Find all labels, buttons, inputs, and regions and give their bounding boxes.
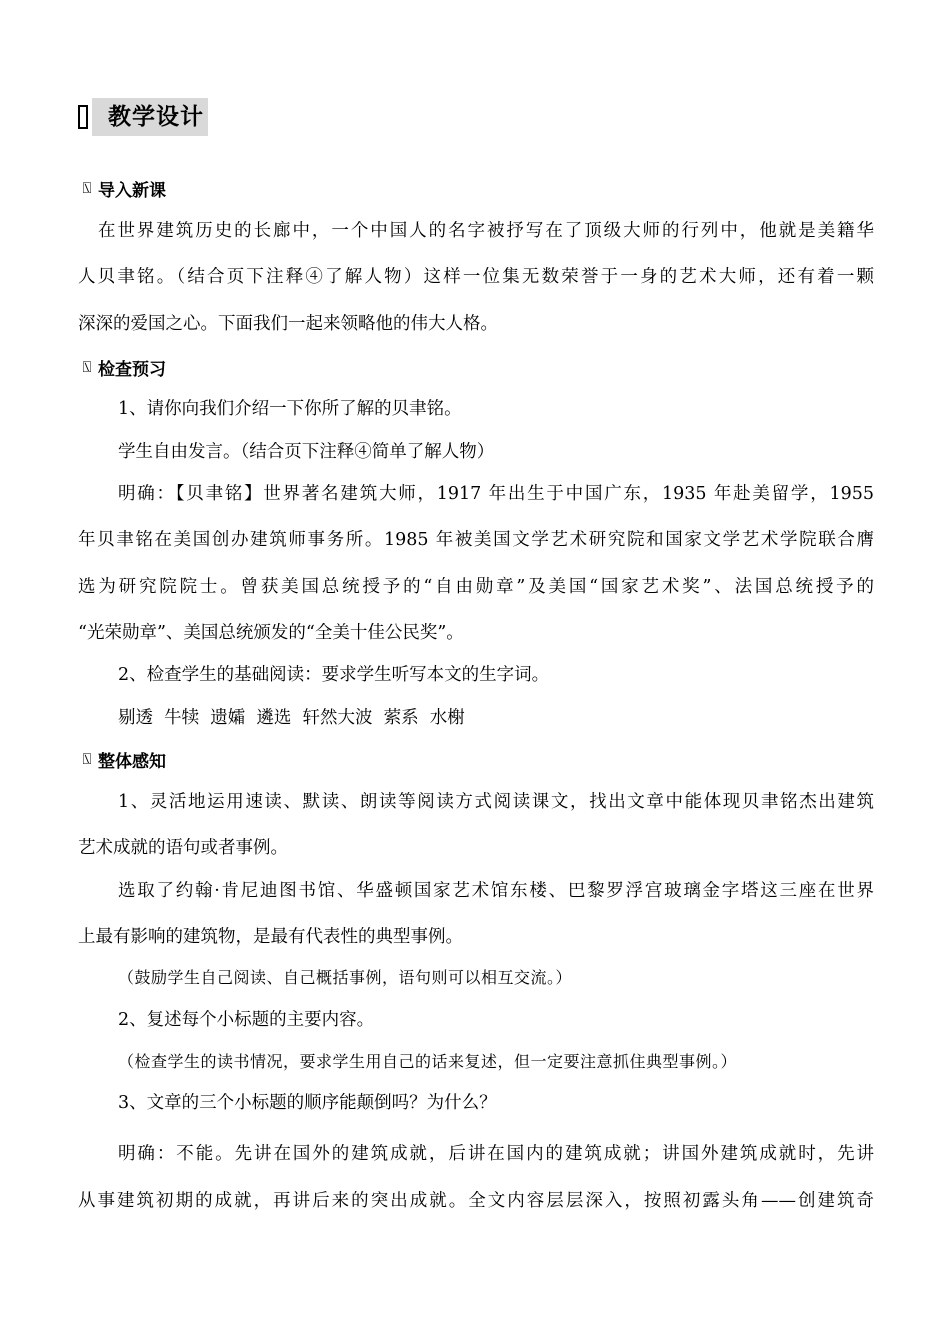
heading-intro-label: 导入新课: [98, 180, 166, 201]
paragraph-line: 人贝聿铭。（结合页下注释④了解人物）这样一位集无数荣誉于一身的艺术大师，还有着一颗: [78, 267, 874, 287]
paragraph-line: 1、灵活地运用速读、默读、朗读等阅读方式阅读课文，找出文章中能体现贝聿铭杰出建筑: [118, 792, 874, 812]
paragraph-line: “光荣勋章”、美国总统颁发的“全美十佳公民奖”。: [78, 623, 464, 643]
paragraph-line: 明确：不能。先讲在国外的建筑成就，后讲在国内的建筑成就；讲国外建筑成就时，先讲: [118, 1144, 874, 1164]
paragraph-line: 在世界建筑历史的长廊中，一个中国人的名字被抒写在了顶级大师的行列中，他就是美籍华: [98, 221, 874, 241]
square-icon: [78, 105, 88, 129]
paragraph-line: 2、检查学生的基础阅读：要求学生听写本文的生字词。: [118, 665, 550, 685]
paragraph-line: 选为研究院院士。曾获美国总统授予的“自由勋章”及美国“国家艺术奖”、法国总统授予的: [78, 577, 874, 597]
pointer-icon: ⍂: [82, 179, 92, 197]
pointer-icon: ⍂: [82, 358, 92, 376]
paragraph-line: 学生自由发言。（结合页下注释④简单了解人物）: [118, 442, 495, 462]
heading-intro: [78, 175, 166, 201]
heading-preview-label: 检查预习: [98, 359, 166, 380]
vocabulary-line: 剔透 牛犊 遗孀 遴选 轩然大波 萦系 水榭: [118, 708, 465, 728]
heading-overall-label: 整体感知: [98, 751, 166, 772]
paragraph-line: 选取了约翰·肯尼迪图书馆、华盛顿国家艺术馆东楼、巴黎罗浮宫玻璃金字塔这三座在世界: [118, 881, 874, 901]
paragraph-line: 明确：【贝聿铭】世界著名建筑大师，1917 年出生于中国广东，1935 年赴美留学，1955: [118, 484, 874, 504]
paragraph-line: 2、复述每个小标题的主要内容。: [118, 1010, 375, 1030]
section-title: [78, 98, 208, 136]
pointer-icon: ⍂: [82, 750, 92, 768]
teacher-note: （检查学生的读书情况，要求学生用自己的话来复述，但一定要注意抓住典型事例。）: [118, 1052, 738, 1071]
paragraph-line: 上最有影响的建筑物，是最有代表性的典型事例。: [78, 927, 463, 947]
paragraph-line: 艺术成就的语句或者事例。: [78, 838, 288, 858]
heading-preview: [78, 354, 166, 380]
paragraph-line: 3、文章的三个小标题的顺序能颠倒吗？为什么？: [118, 1093, 497, 1113]
paragraph-line: 从事建筑初期的成就，再讲后来的突出成就。全文内容层层深入，按照初露头角——创建筑奇: [78, 1191, 874, 1211]
paragraph-line: 1、请你向我们介绍一下你所了解的贝聿铭。: [118, 399, 462, 419]
paragraph-line: 年贝聿铭在美国创办建筑师事务所。1985 年被美国文学艺术研究院和国家文学艺术学院联合膺: [78, 530, 874, 550]
heading-overall: [78, 746, 166, 772]
page-title: 教学设计: [92, 98, 208, 136]
paragraph-line: 深深的爱国之心。下面我们一起来领略他的伟大人格。: [78, 314, 498, 334]
teacher-note: （鼓励学生自己阅读、自己概括事例，语句则可以相互交流。）: [118, 968, 573, 987]
